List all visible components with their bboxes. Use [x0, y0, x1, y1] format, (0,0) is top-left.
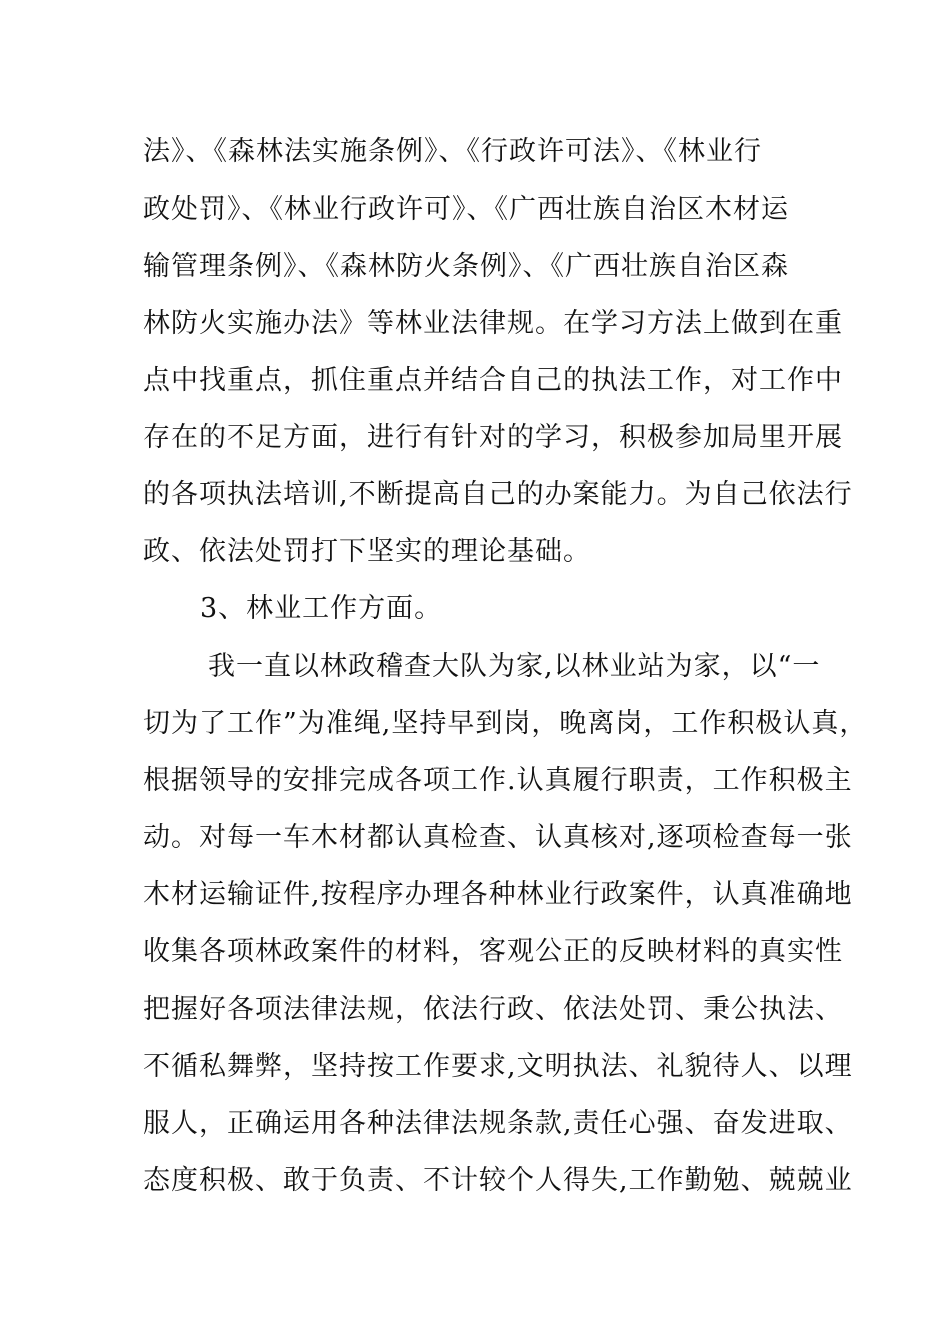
paragraph-first-line: 我一直以林政稽查大队为家,以林业站为家，以“一 [208, 651, 821, 682]
text-line: 法》、《森林法实施条例》、《行政许可法》、《林业行 [143, 136, 762, 167]
text-line: 林防火实施办法》等林业法律规。在学习方法上做到在重 [143, 308, 843, 339]
section-heading: 3、林业工作方面。 [200, 593, 443, 624]
text-line: 把握好各项法律法规，依法行政、依法处罚、秉公执法、 [143, 994, 843, 1025]
text-line: 服人，正确运用各种法律法规条款,责任心强、奋发进取、 [143, 1108, 853, 1139]
text-line: 不循私舞弊，坚持按工作要求,文明执法、礼貌待人、以理 [143, 1051, 853, 1082]
text-line: 根据领导的安排完成各项工作.认真履行职责，工作积极主 [143, 765, 853, 796]
text-line: 输管理条例》、《森林防火条例》、《广西壮族自治区森 [143, 251, 789, 282]
text-line: 的各项执法培训,不断提高自己的办案能力。为自己依法行 [143, 479, 853, 510]
text-line: 存在的不足方面，进行有针对的学习，积极参加局里开展 [143, 422, 843, 453]
text-line: 点中找重点，抓住重点并结合自己的执法工作，对工作中 [143, 365, 843, 396]
text-line: 切为了工作”为准绳,坚持早到岗，晚离岗，工作积极认真， [143, 708, 868, 739]
text-line: 态度积极、敢于负责、不计较个人得失,工作勤勉、兢兢业 [143, 1165, 853, 1196]
text-line: 政处罚》、《林业行政许可》、《广西壮族自治区木材运 [143, 194, 789, 225]
text-line: 政、依法处罚打下坚实的理论基础。 [143, 536, 591, 567]
text-line: 动。对每一车木材都认真检查、认真核对,逐项检查每一张 [143, 822, 853, 853]
text-line: 收集各项林政案件的材料，客观公正的反映材料的真实性 [143, 936, 843, 967]
text-line: 木材运输证件,按程序办理各种林业行政案件，认真准确地 [143, 879, 853, 910]
